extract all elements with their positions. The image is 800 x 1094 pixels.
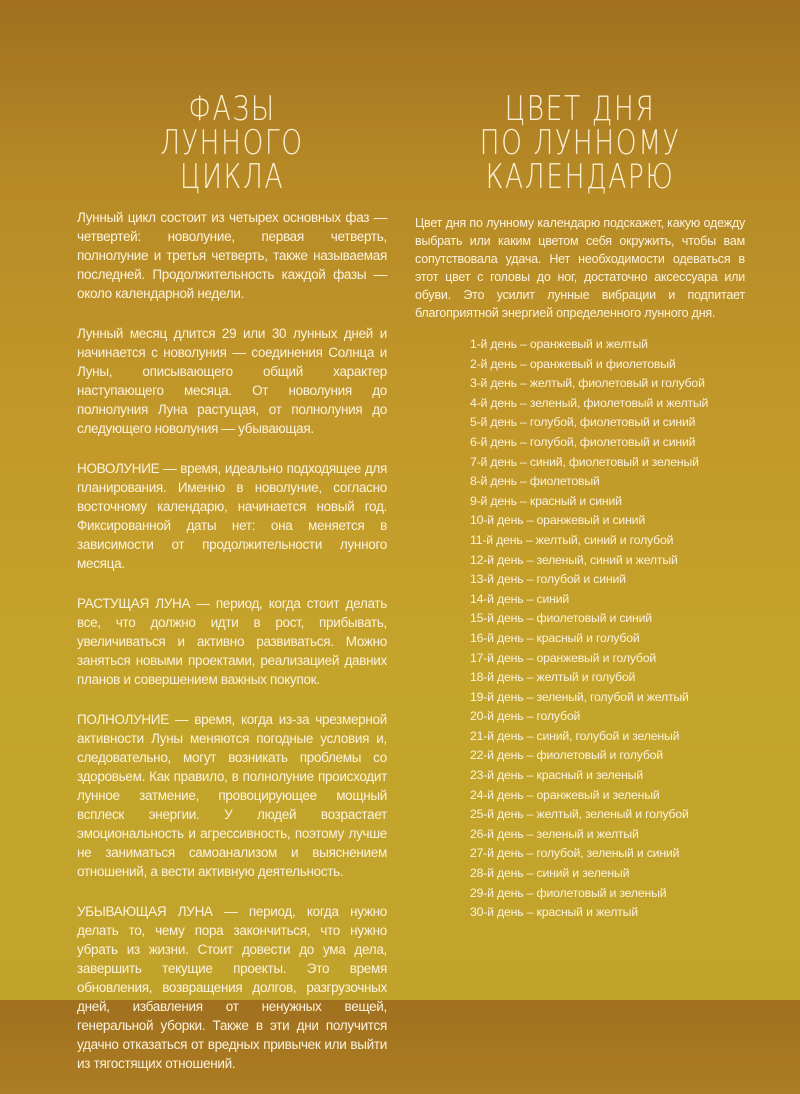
list-item: 18-й день – желтый и голубой [470,670,636,685]
list-item: 20-й день – голубой [470,709,581,724]
lunar-phases-title [111,89,353,202]
paragraph-waxing-moon: РАСТУЩАЯ ЛУНА — период, когда стоит делать все, что должно идти в рост, прибывать, увеличиваться и активно развиваться. Можно заняться новыми проектами, реализацией давних планов и совершением важных покупок. [77,596,387,687]
title-line: ПО ЛУННОМУ [479,123,681,163]
list-item: 30-й день – красный и желтый [470,905,638,920]
title-line: ЦВЕТ ДНЯ [504,89,656,129]
list-item: 24-й день – оранжевый и зеленый [470,787,660,802]
list-item: 3-й день – желтый, фиолетовый и голубой [470,376,705,391]
list-item: 13-й день – голубой и синий [470,572,626,587]
title-line: ФАЗЫ [188,89,276,129]
list-item: 14-й день – синий [470,591,570,606]
list-item: 1-й день – оранжевый и желтый [470,337,648,351]
paragraph-lunar-cycle: Лунный цикл состоит из четырех основных фаз — четвертей: новолуние, первая четверть, полнолуние и третья четверть, также называемая последней. Продолжительность каждой фазы — около календарной недели. [77,210,387,301]
list-item: 6-й день – голубой, фиолетовый и синий [470,434,696,449]
day-color-intro: Цвет дня по лунному календарю подскажет, какую одежду выбрать или каким цветом себя окружить, чтобы вам сопутствовала удача. Нет необходимости одеваться в этот цвет с головы до ног, достаточно аксессуара или обуви. Это усилит лунные вибрации и подпитает благоприятной энергией определенного лунного дня. [415,216,745,320]
list-item: 23-й день – красный и зеленый [470,768,643,783]
list-item: 26-й день – зеленый и желтый [470,826,639,841]
list-item: 16-й день – красный и голубой [470,630,640,645]
list-item: 19-й день – зеленый, голубой и желтый [470,689,689,704]
list-item: 2-й день – оранжевый и фиолетовый [470,356,676,371]
list-item: 22-й день – фиолетовый и голубой [470,748,663,763]
list-item: 17-й день – оранжевый и голубой [470,650,657,665]
list-item: 25-й день – желтый, зеленый и голубой [470,807,689,822]
list-item: 4-й день – зеленый, фиолетовый и желтый [470,395,709,410]
list-item: 9-й день – красный и синий [470,493,622,508]
title-line: КАЛЕНДАРЮ [485,157,675,197]
list-item: 29-й день – фиолетовый и зеленый [470,885,667,900]
day-color-list [470,335,745,923]
paragraph-lunar-month: Лунный месяц длится 29 или 30 лунных дней и начинается с новолуния — соединения Солнца и Луны, описывающего общий характер наступающего месяца. От новолуния до полнолуния Луна растущая, от полнолуния до следующего новолуния — убывающая. [77,326,387,436]
title-line: ЛУННОГО [160,123,304,163]
paragraph-waning-moon: УБЫВАЮЩАЯ ЛУНА — период, когда нужно делать то, чему пора закончиться, что нужно убрать из жизни. Стоит довести до ума дела, завершить текущие проекты. Это время обновления, возвращения долгов, разгрузочных дней, избавления от ненужных вещей, генеральной уборки. Также в эти дни получится удачно отказаться от вредных привычек или выйти из тягостящих отношений. [77,904,387,1071]
list-item: 11-й день – желтый, синий и голубой [470,532,674,547]
title-line: ЦИКЛА [179,157,285,197]
list-item: 21-й день – синий, голубой и зеленый [470,728,680,743]
list-item: 12-й день – зеленый, синий и желтый [470,552,678,567]
lunar-phases-column [77,89,387,1094]
paragraph-new-moon: НОВОЛУНИЕ — время, идеально подходящее для планирования. Именно в новолуние, согласно восточному календарю, начинается новый год. Фиксированной даты нет: она меняется в зависимости от продолжительности лунного месяца. [77,461,387,571]
day-color-title [451,89,708,202]
list-item: 8-й день – фиолетовый [470,474,600,489]
list-item: 7-й день – синий, фиолетовый и зеленый [470,454,699,469]
list-item: 10-й день – оранжевый и синий [470,513,646,528]
list-item: 5-й день – голубой, фиолетовый и синий [470,415,696,430]
paragraph-full-moon: ПОЛНОЛУНИЕ — время, когда из-за чрезмерной активности Луны меняются погодные условия и, следовательно, могут возникать проблемы со здоровьем. Как правило, в полнолуние происходит лунное затмение, провоцирующее мощный всплеск энергии. У людей возрастает эмоциональность и агрессивность, поэтому лучше не заниматься самоанализом и выяснением отношений, а вести активную деятельность. [77,712,387,879]
list-item: 27-й день – голубой, зеленый и синий [470,846,680,861]
day-color-column [415,89,745,923]
list-item: 15-й день – фиолетовый и синий [470,611,652,626]
list-item: 28-й день – синий и зеленый [470,866,630,881]
